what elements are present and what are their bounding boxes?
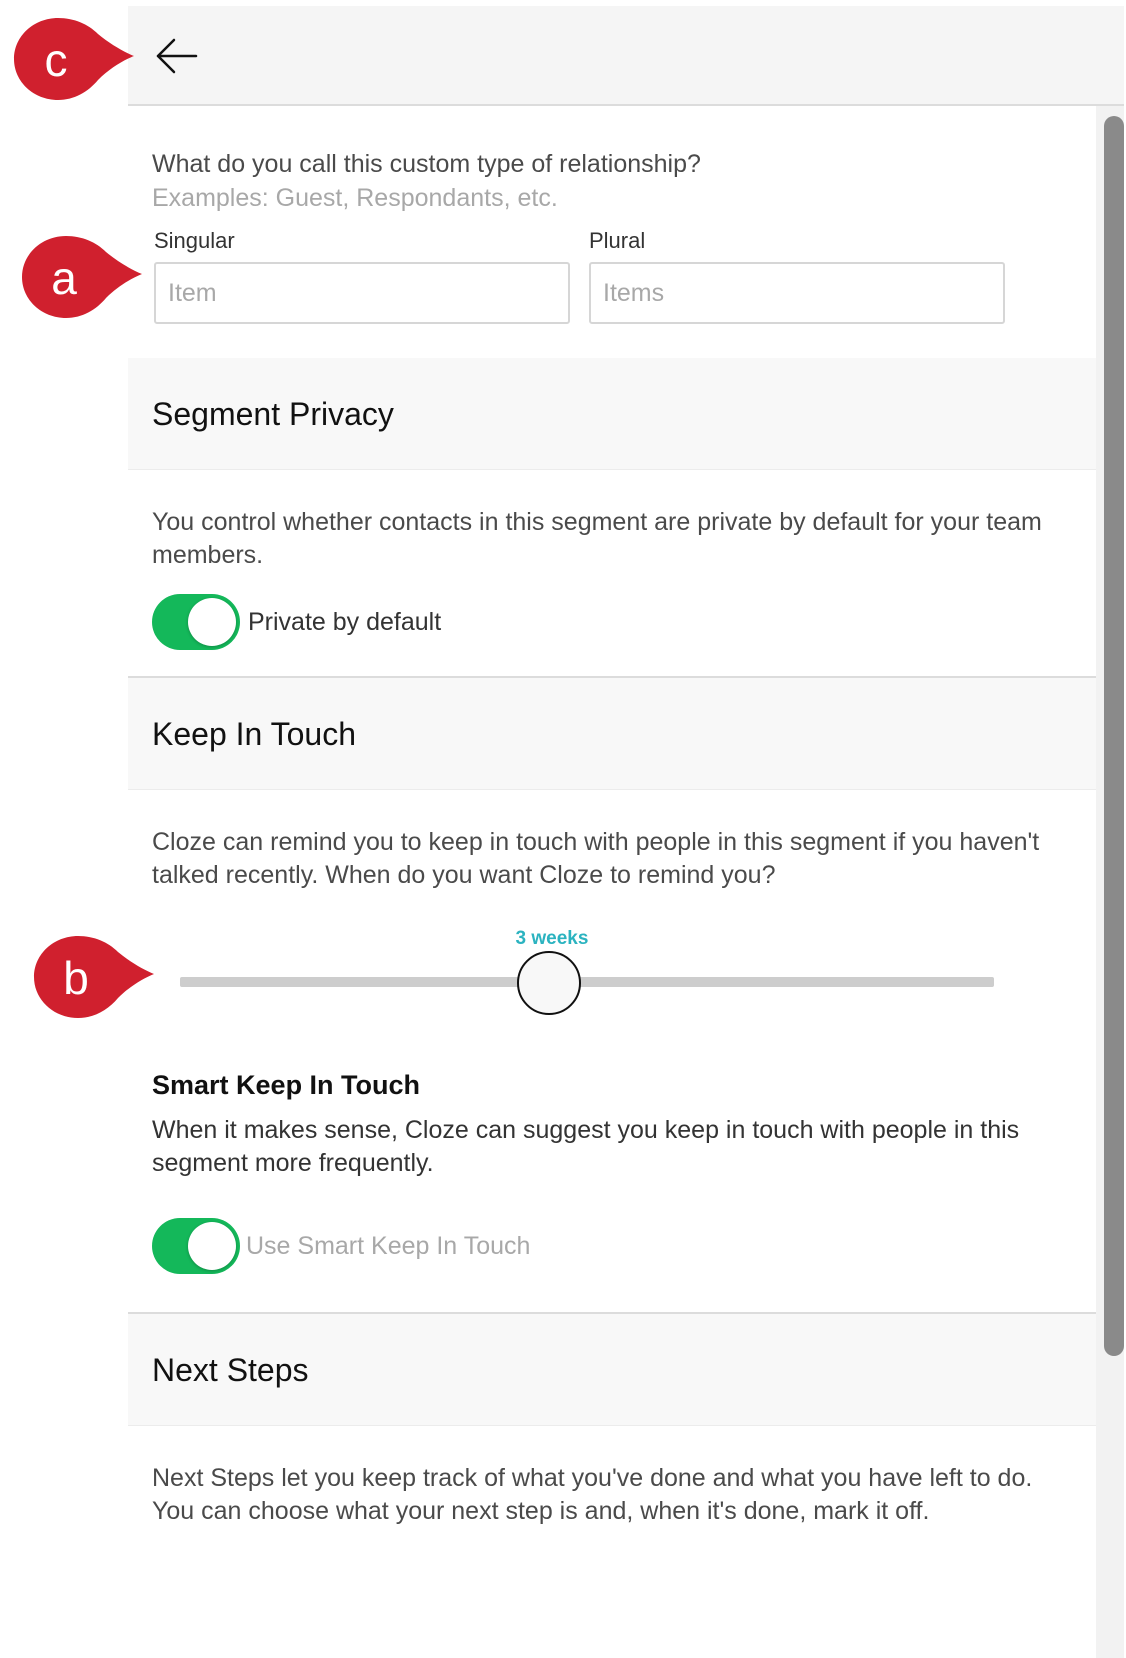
keep-in-touch-body bbox=[128, 790, 1096, 1314]
slider-value-label: 3 weeks bbox=[515, 928, 589, 949]
smart-keep-in-touch-toggle[interactable] bbox=[152, 1218, 240, 1274]
plural-label: Plural bbox=[589, 228, 646, 253]
smart-keep-in-touch-description: When it makes sense, Cloze can suggest you keep in touch with people in this segment more frequently. bbox=[152, 1116, 1020, 1177]
callout-marker-a bbox=[18, 232, 148, 328]
segment-privacy-description: You control whether contacts in this segment are private by default for your team members. bbox=[152, 508, 1042, 569]
marker-letter: a bbox=[51, 252, 77, 304]
smart-keep-in-touch-label: Use Smart Keep In Touch bbox=[246, 1232, 531, 1260]
toggle-knob bbox=[188, 1222, 236, 1270]
custom-type-examples: Examples: Guest, Respondants, etc. bbox=[152, 184, 558, 212]
segment-privacy-header bbox=[128, 358, 1096, 470]
next-steps-body bbox=[128, 1426, 1096, 1658]
scrollbar-thumb[interactable] bbox=[1104, 116, 1124, 1356]
private-by-default-toggle[interactable] bbox=[152, 594, 240, 650]
marker-letter: b bbox=[63, 952, 89, 1004]
singular-input[interactable] bbox=[154, 262, 570, 324]
keep-in-touch-title: Keep In Touch bbox=[152, 716, 357, 752]
segment-privacy-body bbox=[128, 470, 1096, 678]
callout-marker-b bbox=[30, 932, 160, 1028]
custom-type-question: What do you call this custom type of relationship? bbox=[152, 150, 701, 178]
next-steps-description: Next Steps let you keep track of what you've done and what you have left to do. You can choose what your next step is and, when it's done, mark it off. bbox=[152, 1464, 1033, 1525]
reminder-slider-track[interactable] bbox=[180, 977, 994, 987]
settings-panel bbox=[128, 6, 1124, 1658]
next-steps-title: Next Steps bbox=[152, 1352, 309, 1388]
custom-type-section bbox=[128, 106, 1096, 378]
toggle-knob bbox=[188, 598, 236, 646]
arrow-left-icon bbox=[152, 34, 200, 78]
plural-input[interactable] bbox=[589, 262, 1005, 324]
back-button[interactable] bbox=[152, 34, 200, 78]
singular-label: Singular bbox=[154, 228, 235, 253]
marker-letter: c bbox=[44, 34, 68, 86]
private-by-default-label: Private by default bbox=[248, 608, 442, 636]
keep-in-touch-header bbox=[128, 678, 1096, 790]
callout-marker-c bbox=[10, 14, 140, 110]
next-steps-header bbox=[128, 1314, 1096, 1426]
keep-in-touch-description: Cloze can remind you to keep in touch with people in this segment if you haven't talked recently. When do you want Cloze to remind you? bbox=[152, 828, 1040, 889]
smart-keep-in-touch-title: Smart Keep In Touch bbox=[152, 1070, 421, 1100]
panel-header bbox=[128, 6, 1124, 106]
segment-privacy-title: Segment Privacy bbox=[152, 396, 394, 432]
reminder-slider-thumb[interactable] bbox=[517, 951, 581, 1015]
